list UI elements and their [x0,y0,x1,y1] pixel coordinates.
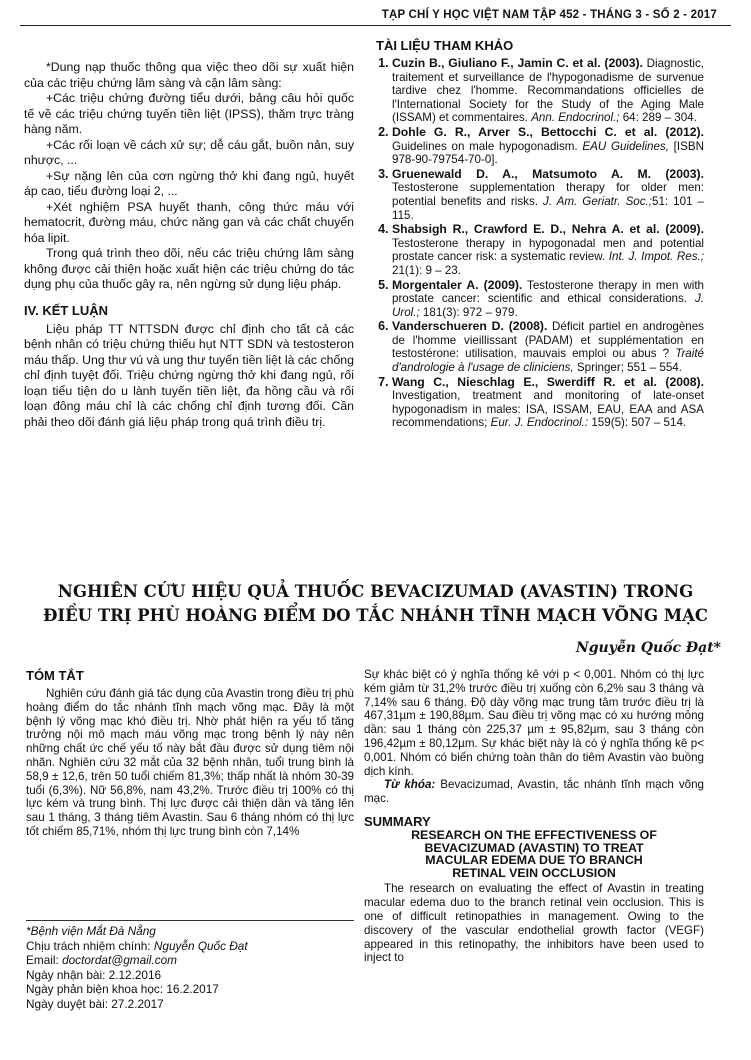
keywords [364,778,704,806]
conclusion-heading: IV. KẾT LUẬN [24,302,109,318]
ref-authors: Cuzin B., Giuliano F., Jamin C. et al. (2003). [392,56,643,70]
ref-tail: 159(5): 507 – 514. [588,416,687,430]
footnote [26,920,354,1012]
ref-authors: Shabsigh R., Crawford E. D., Nehra A. et al. (2009). [392,222,704,237]
review-date: Ngày phản biện khoa học: 16.2.2017 [26,982,219,997]
ref-title: Déficit partiel en androgènes de l'homme vieillissant (PADAM) et supplémentation en testostérone: utilisation, mauvais emploi ou abus ? [392,320,704,361]
summary-heading: SUMMARY [364,813,431,829]
summary-title-line: RETINAL VEIN OCCLUSION [452,865,616,880]
abstract-continuation: Sự khác biệt có ý nghĩa thống kê với p < 0,001. Nhóm có thị lực kém giảm từ 31,2% trước điều trị xuống còn 6,2% sau 3 tháng và 7,14% sau 6 tháng. Độ dày võng mạc trung tâm trước điều trị là 467,31µm ± 190,88µm. Sau điều trị võng mạc có xu hướng mỏng dần: sau 1 tháng còn 225,37 µm ± 95,82µm, sau 3 tháng còn 196,42µm ± 80,12µm. Sự khác biệt này là có ý nghĩa thống kê p< 0,001. Nhóm có biến chứng toàn thân do tiêm Avastin vào buồng dịch kính. [364,668,704,778]
responsible-name: Nguyễn Quốc Đạt [153,938,248,953]
affiliation: *Bệnh viện Mắt Đà Nẵng [26,924,156,938]
ref-journal: J. Am. Geriatr. Soc.; [543,194,652,208]
article-title [30,580,721,628]
ref-authors: Dohle G. R., Arver S., Bettocchi C. et al. (2012). [392,124,704,139]
email-link[interactable]: doctordat@gmail.com [62,953,177,968]
ref-tail: 181(3): 972 – 979. [419,305,518,319]
summary-title-line: RESEARCH ON THE EFFECTIVENESS OF [411,827,657,842]
ref-tail: 51: 101 – 115. [392,194,704,222]
summary-title-line: MACULAR EDEMA DUE TO BRANCH [425,853,643,868]
reference-item [392,279,704,320]
article-title-line: ĐIỀU TRỊ PHÙ HOÀNG ĐIỂM DO TẮC NHÁNH TĨNH MẠCH VÕNG MẠC [42,606,709,625]
paragraph: Trong quá trình theo dõi, nếu các triệu chứng lâm sàng không được cải thiện hoặc xuất hiện các triệu chứng do tác dụng phụ của thuốc gây ra, nên ngừng sử dụng liệu pháp. [24,246,354,291]
ref-title: Testosterone therapy in hypogonadal men and potential prostate cancer risk: a systematic review. [392,236,704,264]
responsible-label: Chịu trách nhiệm chính: [26,938,154,953]
ref-journal: EAU Guidelines, [582,139,669,153]
paragraph: +Các triệu chứng đường tiểu dưới, bảng câu hỏi quốc tế về các triệu chứng tuyến tiền liệt (IPSS), thăm trực tràng hàng năm. [24,91,354,136]
reference-item [392,57,704,125]
reference-item [392,126,704,167]
ref-tail: [ISBN 978-90-79754-70-0]. [392,139,704,167]
ref-authors: Morgentaler A. (2009). [392,277,523,292]
ref-title: Diagnostic, traitement et surveillance de l'hypogonadisme de survenue tardive chez l'homme. Recommandations officielles de l'International Society for the Study of the Aging Male (ISSAM) et commentaires. [392,57,704,125]
received-date: Ngày nhận bài: 2.12.2016 [26,967,162,982]
paragraph: +Xét nghiệm PSA huyết thanh, công thức máu với hematocrit, đường máu, chức năng gan và các chất chuyển hóa lipit. [24,199,354,245]
ref-title: Testosterone therapy in men with prostate cancer: scientific and ethical considerations. [392,278,705,306]
ref-title: Guidelines on male hypogonadism. [392,139,578,153]
email-line [26,953,354,968]
reference-item [392,168,704,222]
article-title-line: NGHIÊN CỨU HIỆU QUẢ THUỐC BEVACIZUMAD (AVASTIN) TRONG [57,582,694,601]
ref-authors: Gruenewald D. A., Matsumoto A. M. (2003). [392,166,704,181]
reference-item [392,223,704,277]
ref-title: Testosterone supplementation therapy for older men: potential benefits and risks. [392,181,704,208]
abstract-heading: TÓM TẮT [26,668,84,683]
ref-journal: Traité d'andrologie à l'usage de cliniciens, [392,347,704,375]
approval-date: Ngày duyệt bài: 27.2.2017 [26,996,164,1011]
summary-column [364,668,704,965]
left-column [24,60,354,430]
ref-authors: Wang C., Nieschlag E., Swerdiff R. et al. (2008). [392,374,704,389]
abstract-text: Nghiên cứu đánh giá tác dụng của Avastin trong điều trị phù hoàng điểm do tắc nhánh tĩnh mạch võng mạc. Đây là một bệnh lý võng mạc khó điều trị. Nhờ phát hiện ra yếu tố tăng trưởng nội mô mạch máu võng mạc trong bệnh lý này nên những chất ức chế yếu tố này bắt đầu được sử dụng tiêm nội nhãn. Nghiên cứu 32 mắt của 32 bệnh nhân, tuổi trung bình là 58,9 ± 12,6, trên 50 tuổi chiếm 81,3%; thấp nhất là nhóm 30-39 tuổi (6,3%). Nữ 56,8%, nam 43,2%. Trước điều trị 100% có thị lực kém và trung bình. Thị lực được cải thiện dần và tăng lên sau 1 tháng, 3 tháng tiêm Avastin. Sau 6 tháng nhóm có thị lực tốt chiếm 85,71%, nhóm thị lực trung bình còn 7,14% [26,687,354,838]
ref-tail: 21(1): 9 – 23. [392,263,461,277]
ref-journal: Eur. J. Endocrinol.: [490,416,589,430]
references-heading: TÀI LIỆU THAM KHẢO [376,38,514,53]
ref-authors: Vanderschueren D. (2008). [392,319,548,334]
keywords-text: Bevacizumad, Avastin, tắc nhánh tĩnh mạch võng mạc. [364,778,704,806]
ref-journal: Ann. Endocrinol.; [531,111,620,125]
reference-item [392,376,704,430]
article-author: Nguyễn Quốc Đạt* [575,640,721,656]
running-header: TẠP CHÍ Y HỌC VIỆT NAM TẬP 452 - THÁNG 3 - SỐ 2 - 2017 [20,6,731,26]
keywords-label: Từ khóa: [384,778,436,792]
summary-title [364,829,704,879]
ref-tail: 64: 289 – 304. [619,111,697,125]
summary-text: The research on evaluating the effect of Avastin in treating macular edema duo to the branch retinal vein occlusion. This is one of difficult retinopathies in management. Owing to the discovery of the vascular endothelial growth factor (VEGF) appeared in this retinopathy, the inhibitors have been used to inject to [364,882,704,965]
abstract-column [26,668,354,839]
responsible-author [26,939,354,954]
reference-list [364,57,704,430]
summary-title-line: BEVACIZUMAD (AVASTIN) TO TREAT [424,840,644,855]
paragraph: +Sự nặng lên của cơn ngừng thở khi đang ngủ, huyết áp cao, tiểu đường loại 2, ... [24,168,354,198]
ref-journal: Int. J. Impot. Res.; [608,250,704,264]
paragraph: +Các rối loạn về cách xử sự; dễ cáu gắt, buồn nản, suy nhược, ... [24,137,354,167]
ref-journal: J. Urol.; [392,292,704,319]
references-column [364,38,704,431]
email-label: Email: [26,953,63,968]
ref-tail: Springer; 551 – 554. [573,361,682,375]
ref-title: Investigation, treatment and monitoring of late-onset hypogonadism in males: ISA, ISSAM, EAU, EAA and ASA recommendations; [392,389,704,430]
paragraph: *Dung nạp thuốc thông qua việc theo dõi sự xuất hiện của các triệu chứng lâm sàng và cận lâm sàng: [24,60,354,90]
conclusion-text: Liệu pháp TT NTTSDN được chỉ định cho tất cả các bệnh nhân có triệu chứng thiếu hụt NTT SDN và testosteron máu thấp. Ung thư vú và ung thư tuyến tiền liệt là các chống chỉ định tuyệt đối. Triệu chứng ngừng thở khi đang ngủ, rối loạn tiểu tiện do u lành tuyến tiền liệt, đa hồng cầu và rối loạn đông máu chỉ là các chống chỉ định tương đối. Cần phải theo dõi đánh giá liệu pháp trong quá trình điều trị. [24,321,354,429]
reference-item [392,320,704,374]
